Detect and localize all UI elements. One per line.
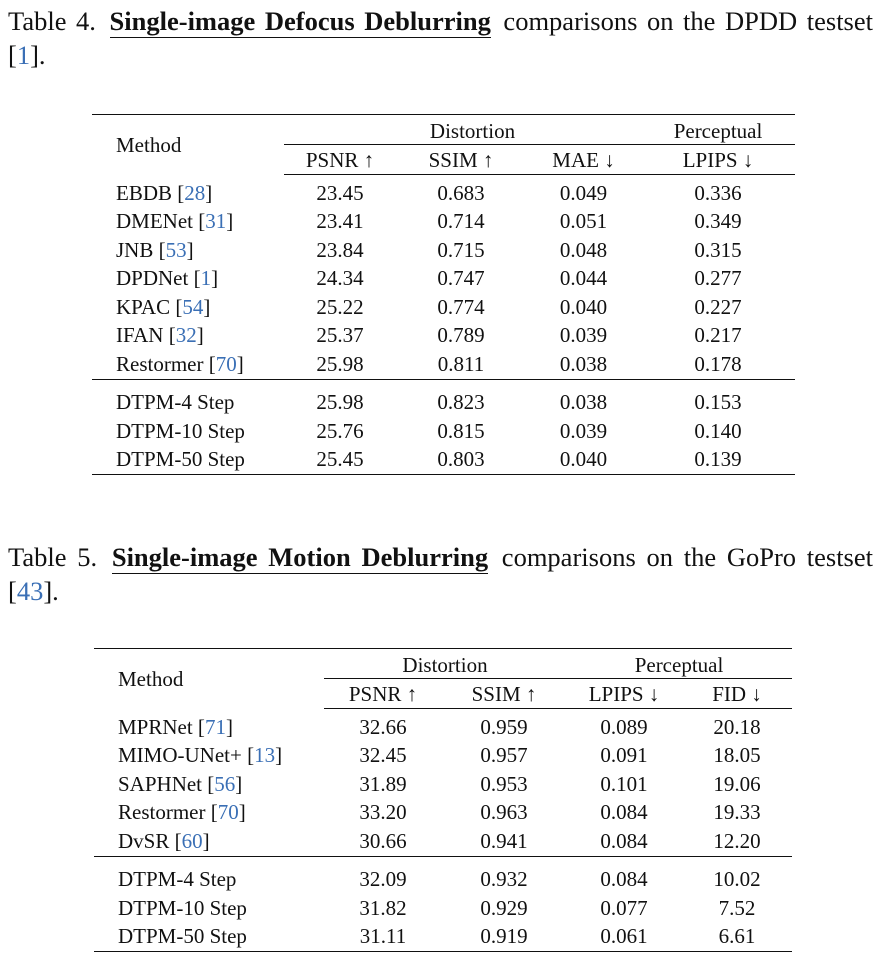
method-label: SAPHNet [ (118, 771, 215, 796)
metric-value: 0.089 (600, 714, 648, 739)
metric-value: 19.06 (713, 771, 761, 796)
metric-value: 0.038 (559, 390, 608, 415)
metric-value: 0.178 (694, 351, 742, 376)
metric-value: 0.789 (437, 323, 485, 348)
metric-value: 0.953 (480, 771, 528, 796)
method-label: MPRNet [ (118, 714, 205, 739)
method-name (92, 446, 284, 475)
citation-ref[interactable]: 56 (214, 771, 236, 796)
metric-value: 19.33 (713, 800, 761, 825)
citation-ref[interactable]: 28 (184, 180, 206, 205)
citation-close: ] (238, 800, 246, 825)
method-label: KPAC [ (116, 294, 183, 319)
metric-value: 0.040 (559, 294, 608, 319)
method-label: DTPM-50 Step (118, 924, 247, 949)
citation-ref[interactable]: 31 (205, 209, 227, 234)
metric-value: 0.963 (480, 800, 528, 825)
metric-value: 0.957 (480, 743, 528, 768)
metric-value: 0.349 (694, 209, 742, 234)
citation-close: ] (236, 351, 244, 376)
method-name (92, 293, 284, 322)
metric-value: 0.084 (600, 828, 648, 853)
metric-value: 0.932 (480, 867, 528, 892)
table5-header-distortion: Distortion (402, 653, 488, 677)
metric-value: 25.98 (316, 390, 364, 415)
table4-col-psnr: PSNR ↑ (284, 145, 396, 175)
table-row (94, 709, 792, 742)
table-row (92, 293, 795, 322)
metric-value: 25.76 (316, 418, 364, 443)
table5-caption-ref[interactable]: 43 (16, 576, 44, 606)
citation-ref[interactable]: 53 (165, 237, 187, 262)
method-name (94, 709, 324, 742)
table-row (94, 894, 792, 923)
method-name (94, 894, 324, 923)
method-label: DMENet [ (116, 209, 206, 234)
method-label: DTPM-10 Step (118, 895, 247, 920)
table4-header-method: Method (116, 133, 182, 158)
metric-value: 0.038 (559, 351, 608, 376)
method-name (94, 799, 324, 828)
table5 (94, 648, 792, 952)
citation-ref[interactable]: 32 (175, 323, 197, 348)
table5-caption (8, 540, 873, 608)
citation-close: ] (235, 771, 243, 796)
metric-value: 0.941 (480, 828, 528, 853)
method-name (92, 265, 284, 294)
metric-value: 0.217 (694, 323, 742, 348)
metric-value: 0.959 (480, 714, 528, 739)
metric-value: 0.336 (694, 180, 742, 205)
table5-caption-text: comparisons on the GoPro testset [ (8, 542, 873, 606)
table4-caption-text-end: ]. (30, 40, 46, 70)
metric-value: 25.98 (316, 351, 364, 376)
citation-close: ] (202, 828, 210, 853)
metric-value: 0.040 (559, 447, 608, 472)
table4 (92, 114, 795, 475)
method-name (92, 208, 284, 237)
citation-ref[interactable]: 13 (254, 743, 276, 768)
metric-value: 7.52 (718, 895, 756, 920)
method-name (92, 379, 284, 417)
table5-caption-title: Single-image Motion Deblurring (111, 542, 489, 572)
table4-caption-ref[interactable]: 1 (16, 40, 31, 70)
method-label: Restormer [ (116, 351, 216, 376)
metric-value: 0.044 (559, 266, 608, 291)
metric-value: 0.919 (480, 924, 528, 949)
method-label: IFAN [ (116, 323, 176, 348)
method-label: Restormer [ (118, 800, 218, 825)
method-label: DTPM-50 Step (116, 447, 245, 472)
method-name (94, 827, 324, 856)
table5-caption-label: Table 5. (8, 542, 98, 572)
citation-close: ] (203, 294, 211, 319)
method-label: DTPM-4 Step (116, 390, 235, 415)
metric-value: 0.823 (437, 390, 485, 415)
method-label: JNB [ (116, 237, 166, 262)
method-name (92, 350, 284, 379)
table5-col-fid: FID ↓ (682, 679, 792, 709)
table-row (94, 799, 792, 828)
citation-close: ] (226, 209, 234, 234)
citation-ref[interactable]: 70 (215, 351, 237, 376)
metric-value: 0.084 (600, 867, 648, 892)
table4-col-lpips: LPIPS ↓ (641, 145, 795, 175)
metric-value: 0.051 (559, 209, 608, 234)
metric-value: 0.803 (437, 447, 485, 472)
metric-value: 23.41 (316, 209, 364, 234)
metric-value: 0.084 (600, 800, 648, 825)
table4-caption-label: Table 4. (8, 6, 96, 36)
table-row (92, 446, 795, 475)
metric-value: 32.66 (359, 714, 407, 739)
metric-value: 31.82 (359, 895, 407, 920)
table-row (92, 208, 795, 237)
metric-value: 0.683 (437, 180, 485, 205)
metric-value: 24.34 (316, 266, 364, 291)
table4-header-perceptual: Perceptual (673, 119, 763, 143)
table4-col-mae: MAE ↓ (526, 145, 641, 175)
method-name (94, 770, 324, 799)
table-row (94, 770, 792, 799)
metric-value: 0.929 (480, 895, 528, 920)
citation-close: ] (196, 323, 204, 348)
table5-header-method: Method (118, 667, 184, 692)
metric-value: 0.140 (694, 418, 742, 443)
method-label: MIMO-UNet+ [ (118, 743, 255, 768)
metric-value: 10.02 (713, 867, 761, 892)
metric-value: 0.091 (600, 743, 648, 768)
metric-value: 0.227 (694, 294, 742, 319)
metric-value: 0.277 (694, 266, 742, 291)
metric-value: 23.45 (316, 180, 364, 205)
metric-value: 0.153 (694, 390, 742, 415)
metric-value: 0.315 (694, 237, 742, 262)
table5-col-ssim: SSIM ↑ (442, 679, 566, 709)
metric-value: 23.84 (316, 237, 364, 262)
metric-value: 20.18 (713, 714, 761, 739)
citation-ref[interactable]: 60 (181, 828, 203, 853)
metric-value: 0.077 (600, 895, 648, 920)
table-row (92, 265, 795, 294)
metric-value: 0.039 (559, 418, 608, 443)
metric-value: 0.039 (559, 323, 608, 348)
metric-value: 33.20 (359, 800, 407, 825)
citation-ref[interactable]: 71 (204, 714, 226, 739)
table4-header-distortion: Distortion (429, 119, 516, 143)
metric-value: 0.715 (437, 237, 485, 262)
table4-caption-text: comparisons on the DPDD testset [ (8, 6, 873, 70)
method-name (92, 322, 284, 351)
citation-close: ] (275, 743, 283, 768)
metric-value: 32.45 (359, 743, 407, 768)
method-label: DvSR [ (118, 828, 182, 853)
table5-body (94, 709, 792, 952)
citation-close: ] (205, 180, 213, 205)
table5-col-lpips: LPIPS ↓ (566, 679, 682, 709)
table-row (92, 379, 795, 417)
metric-value: 0.714 (437, 209, 485, 234)
table5-header-perceptual: Perceptual (634, 653, 724, 677)
method-name (92, 417, 284, 446)
metric-value: 30.66 (359, 828, 407, 853)
method-name (92, 175, 284, 208)
method-name (92, 236, 284, 265)
table-row (94, 856, 792, 894)
metric-value: 18.05 (713, 743, 761, 768)
table-row (94, 923, 792, 952)
metric-value: 32.09 (359, 867, 407, 892)
table-row (92, 417, 795, 446)
method-name (94, 856, 324, 894)
metric-value: 12.20 (713, 828, 761, 853)
metric-value: 25.45 (316, 447, 364, 472)
table-row (92, 322, 795, 351)
metric-value: 0.815 (437, 418, 485, 443)
metric-value: 0.774 (437, 294, 485, 319)
table4-body (92, 175, 795, 475)
method-name (94, 742, 324, 771)
metric-value: 0.101 (600, 771, 648, 796)
metric-value: 0.049 (559, 180, 608, 205)
table4-col-ssim: SSIM ↑ (396, 145, 526, 175)
metric-value: 0.811 (437, 351, 485, 376)
citation-close: ] (225, 714, 233, 739)
method-label: EBDB [ (116, 180, 185, 205)
metric-value: 25.22 (316, 294, 364, 319)
metric-value: 31.11 (359, 924, 407, 949)
method-label: DTPM-4 Step (118, 867, 237, 892)
table4-caption-title: Single-image Defocus Deblurring (109, 6, 491, 36)
metric-value: 0.139 (694, 447, 742, 472)
metric-value: 31.89 (359, 771, 407, 796)
citation-close: ] (186, 237, 194, 262)
method-label: DTPM-10 Step (116, 418, 245, 443)
table-row (92, 350, 795, 379)
citation-ref[interactable]: 1 (200, 266, 212, 291)
citation-close: ] (211, 266, 219, 291)
citation-ref[interactable]: 70 (217, 800, 239, 825)
metric-value: 0.747 (437, 266, 485, 291)
method-name (94, 923, 324, 952)
method-label: DPDNet [ (116, 266, 201, 291)
metric-value: 0.061 (600, 924, 648, 949)
table-row (92, 175, 795, 208)
table5-caption-text-end: ]. (43, 576, 59, 606)
table5-col-psnr: PSNR ↑ (324, 679, 442, 709)
metric-value: 25.37 (316, 323, 364, 348)
table-row (94, 827, 792, 856)
metric-value: 0.048 (559, 237, 608, 262)
citation-ref[interactable]: 54 (182, 294, 204, 319)
table4-caption (8, 4, 873, 72)
table-row (92, 236, 795, 265)
table-row (94, 742, 792, 771)
metric-value: 6.61 (718, 924, 756, 949)
